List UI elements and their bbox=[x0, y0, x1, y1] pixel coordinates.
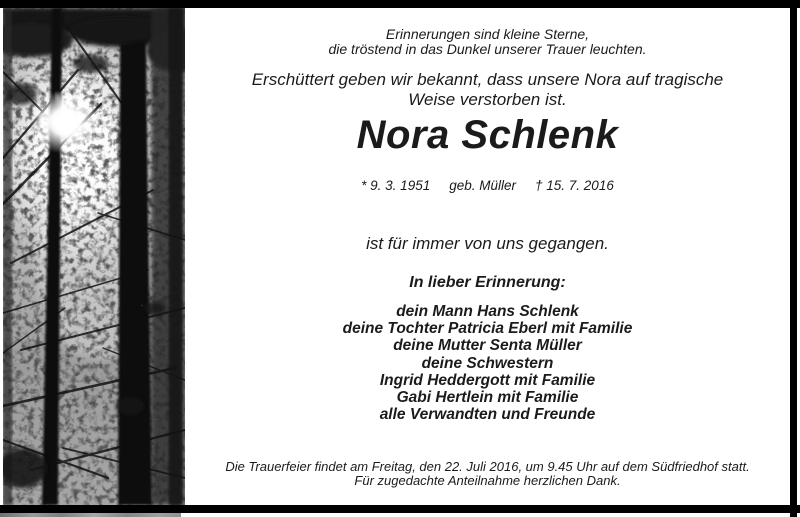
funeral-line-1: Die Trauerfeier findet am Freitag, den 22. Juli 2016, um 9.45 Uhr auf dem Südfriedhof statt. bbox=[225, 459, 750, 474]
farewell-line: ist für immer von uns gegangen. bbox=[366, 234, 609, 253]
card-border-top bbox=[0, 0, 800, 8]
card-border-right bbox=[790, 0, 797, 517]
remembrance-heading: In lieber Erinnerung: bbox=[409, 274, 566, 291]
announcement-line-1: Erschüttert geben wir bekannt, dass unsere Nora auf tragische bbox=[251, 70, 724, 89]
maiden-name: geb. Müller bbox=[449, 178, 517, 193]
mourners-list bbox=[185, 303, 790, 423]
forest-sunlight-photo bbox=[3, 8, 185, 505]
mourner-line: Ingrid Heddergott mit Familie bbox=[379, 371, 596, 389]
funeral-line-2: Für zugedachte Anteilnahme herzlichen Dank. bbox=[354, 472, 621, 488]
mourner-line: Gabi Hertlein mit Familie bbox=[396, 389, 579, 407]
funeral-info bbox=[185, 460, 790, 487]
deceased-name: Nora Schlenk bbox=[356, 113, 619, 157]
mourner-line: deine Tochter Patricia Eberl mit Familie bbox=[342, 320, 633, 338]
mourner-line: deine Mutter Senta Müller bbox=[393, 337, 582, 355]
epigraph-line-1: Erinnerungen sind kleine Sterne, bbox=[385, 26, 590, 42]
adjacent-print-strip bbox=[0, 513, 181, 517]
mourner-line: alle Verwandten und Freunde bbox=[379, 406, 596, 424]
epigraph-line-2: die tröstend in das Dunkel unserer Trauer leuchten. bbox=[328, 41, 647, 58]
birth-date: * 9. 3. 1951 bbox=[361, 178, 431, 193]
life-dates bbox=[185, 178, 790, 194]
card-border-bottom bbox=[0, 505, 800, 513]
announcement-line-2: Weise verstorben ist. bbox=[408, 90, 567, 109]
announcement bbox=[185, 70, 790, 110]
mourner-line: dein Mann Hans Schlenk bbox=[396, 303, 579, 320]
death-date: † 15. 7. 2016 bbox=[535, 178, 614, 193]
epigraph bbox=[185, 27, 790, 58]
mourner-line: deine Schwestern bbox=[421, 354, 554, 372]
